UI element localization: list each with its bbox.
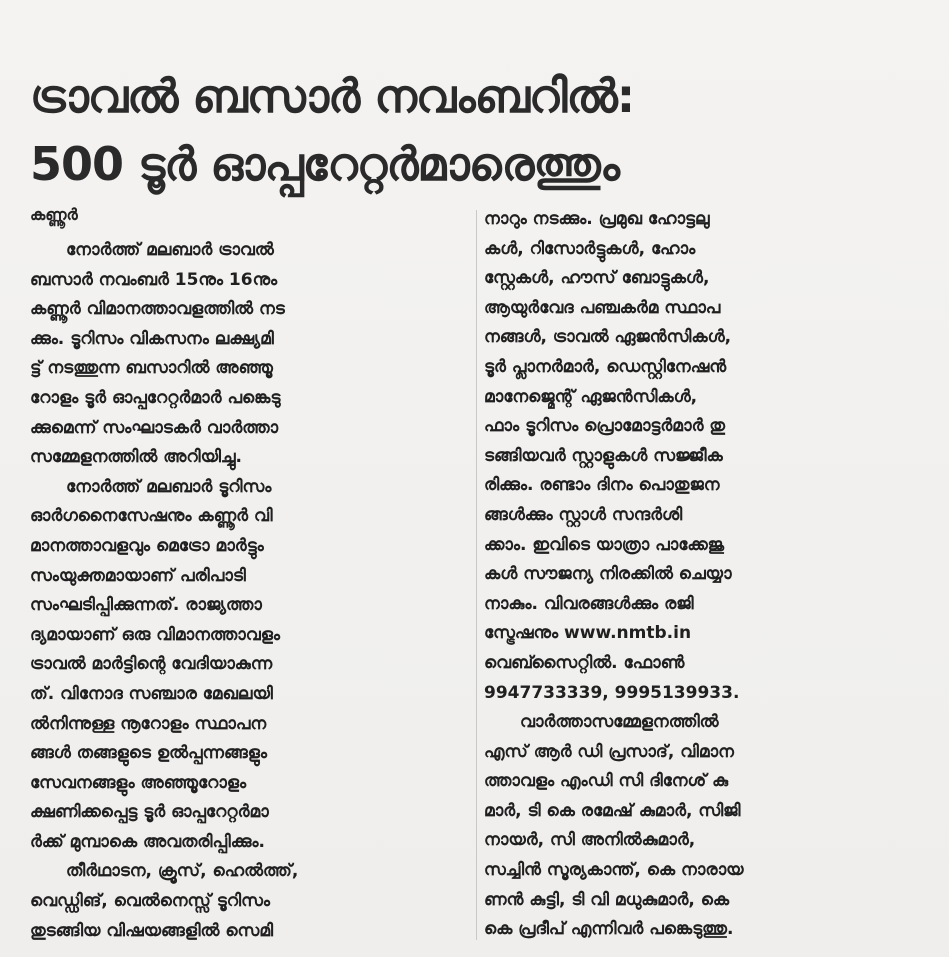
text-line: സമ്മേളനത്തിൽ അറിയിച്ചു.	[30, 447, 242, 468]
text-line: സ്ട്രേഷനും www.nmtb.in	[484, 623, 692, 644]
text-line: ക്കും. ടൂറിസം വികസനം ലക്ഷ്യമി	[30, 328, 274, 349]
text-line: ത്താവളം എംഡി സി ദിനേശ് കു	[484, 771, 729, 792]
text-line: ക്കുമെന്ന് സംഘാടകർ വാർത്താ	[30, 417, 279, 438]
article-column-left	[30, 236, 470, 946]
text-line: ണൻ കുട്ടി, ടി വി മധുകുമാർ, കെ	[484, 889, 730, 910]
text-line: വാർത്താസമ്മേളനത്തിൽ	[520, 712, 719, 733]
text-line: ർക്ക് മുമ്പാകെ അവതരിപ്പിക്കും.	[30, 831, 265, 852]
column-divider	[476, 210, 477, 940]
text-line: സംഘടിപ്പിക്കുന്നത്. രാജ്യത്താ	[30, 595, 262, 616]
text-line: 9947733339, 9995139933.	[484, 682, 740, 703]
text-line: ആയുർവേദ പഞ്ചകർമ സ്ഥാപ	[484, 297, 721, 318]
dateline: കണ്ണൂർ	[30, 205, 78, 224]
text-line: ത്. വിനോദ സഞ്ചാര മേഖലയി	[30, 683, 273, 704]
text-line: നങ്ങൾ, ട്രാവൽ ഏജൻസികൾ,	[484, 327, 732, 348]
text-line: നോർത്ത് മലബാർ ട്രാവൽ	[66, 240, 274, 260]
headline	[30, 62, 930, 198]
text-line: ബസാർ നവംബർ 15നും 16നും	[30, 269, 278, 290]
text-line: ടങ്ങിയവർ സ്റ്റാളുകൾ സജ്ജീക	[484, 445, 723, 466]
text-line: സേവനങ്ങളും അഞ്ഞൂറോളം	[30, 772, 247, 793]
text-line: മാർ, ടി കെ രമേഷ് കുമാർ, സിജി	[484, 800, 741, 821]
text-line: മാനത്താവളവും മെട്രോ മാർട്ടും	[30, 535, 264, 556]
text-line: കൾ, റിസോർട്ടുകൾ, ഹോം	[484, 238, 696, 259]
text-line: സച്ചിൻ സൂര്യകാന്ത്, കെ നാരായ	[484, 860, 744, 881]
text-line: ഫാം ടൂറിസം പ്രൊമോട്ടർമാർ തു	[484, 416, 726, 437]
text-line: സംയുക്തമായാണ് പരിപാടി	[30, 565, 246, 586]
text-line: വെഡ്ഡിങ്, വെൽനെസ്സ് ടൂറിസം	[30, 891, 270, 912]
text-line: തീർഥാടന, ക്രൂസ്, ഹെൽത്ത്,	[66, 861, 299, 882]
text-line: തുടങ്ങിയ വിഷയങ്ങളിൽ സെമി	[30, 920, 274, 941]
text-line: ങ്ങൾ തങ്ങളുടെ ഉൽപ്പന്നങ്ങളും	[30, 743, 267, 764]
text-line: റോളം ടൂർ ഓപ്പറേറ്റർമാർ പങ്കെടു	[30, 387, 281, 408]
text-line: വെബ്സൈറ്റിൽ. ഫോൺ	[484, 652, 685, 673]
text-line: ട്ട് നടത്തുന്ന ബസാറിൽ അഞ്ഞൂ	[30, 358, 273, 379]
text-line: ടൂർ പ്ലാനർമാർ, ഡെസ്റ്റിനേഷൻ	[484, 356, 727, 377]
text-line: ങ്ങൾക്കും സ്റ്റാൾ സന്ദർശി	[484, 504, 683, 525]
text-line: ഓർഗനൈസേഷനും കണ്ണൂർ വി	[30, 506, 273, 527]
headline-line: 500 ടൂർ ഓപ്പറേറ്റർമാരെത്തും	[30, 137, 619, 191]
article-column-right	[484, 205, 916, 945]
text-line: കെ പ്രദീപ് എന്നിവർ പങ്കെടുത്തു.	[484, 919, 734, 940]
text-line: ട്രാവൽ മാർട്ടിന്റെ വേദിയാകുന്ന	[30, 654, 273, 675]
text-line: രിക്കും. രണ്ടാം ദിനം പൊതുജന	[484, 475, 720, 496]
text-line: നാകും. വിവരങ്ങൾക്കും രജി	[484, 593, 694, 614]
text-line: ദ്യമായാണ് ഒരു വിമാനത്താവളം	[30, 624, 280, 645]
text-line: മാനേജ്മെന്റ് ഏജൻസികൾ,	[484, 386, 698, 407]
text-line: കണ്ണൂർ വിമാനത്താവളത്തിൽ നട	[30, 299, 285, 320]
text-line: നായർ, സി അനിൽകുമാർ,	[484, 830, 696, 851]
text-line: കൾ സൗജന്യ നിരക്കിൽ ചെയ്യാ	[484, 564, 732, 585]
text-line: എസ് ആർ ഡി പ്രസാദ്, വിമാന	[484, 741, 734, 762]
text-line: ക്ഷണിക്കപ്പെട്ട ടൂർ ഓപ്പറേറ്റർമാ	[30, 802, 269, 823]
text-line: നോർത്ത് മലബാർ ടൂറിസം	[66, 476, 272, 497]
headline-line: ട്രാവൽ ബസാർ നവംബറിൽ:	[30, 69, 635, 123]
text-line: നാറും നടക്കും. പ്രമുഖ ഹോട്ടലു	[484, 209, 710, 229]
text-line: ക്കാം. ഇവിടെ യാത്രാ പാക്കേജു	[484, 534, 725, 555]
text-line: ൽനിന്നുള്ള നൂറോളം സ്ഥാപന	[30, 713, 267, 734]
text-line: സ്റ്റേകൾ, ഹൗസ് ബോട്ടുകൾ,	[484, 268, 710, 289]
